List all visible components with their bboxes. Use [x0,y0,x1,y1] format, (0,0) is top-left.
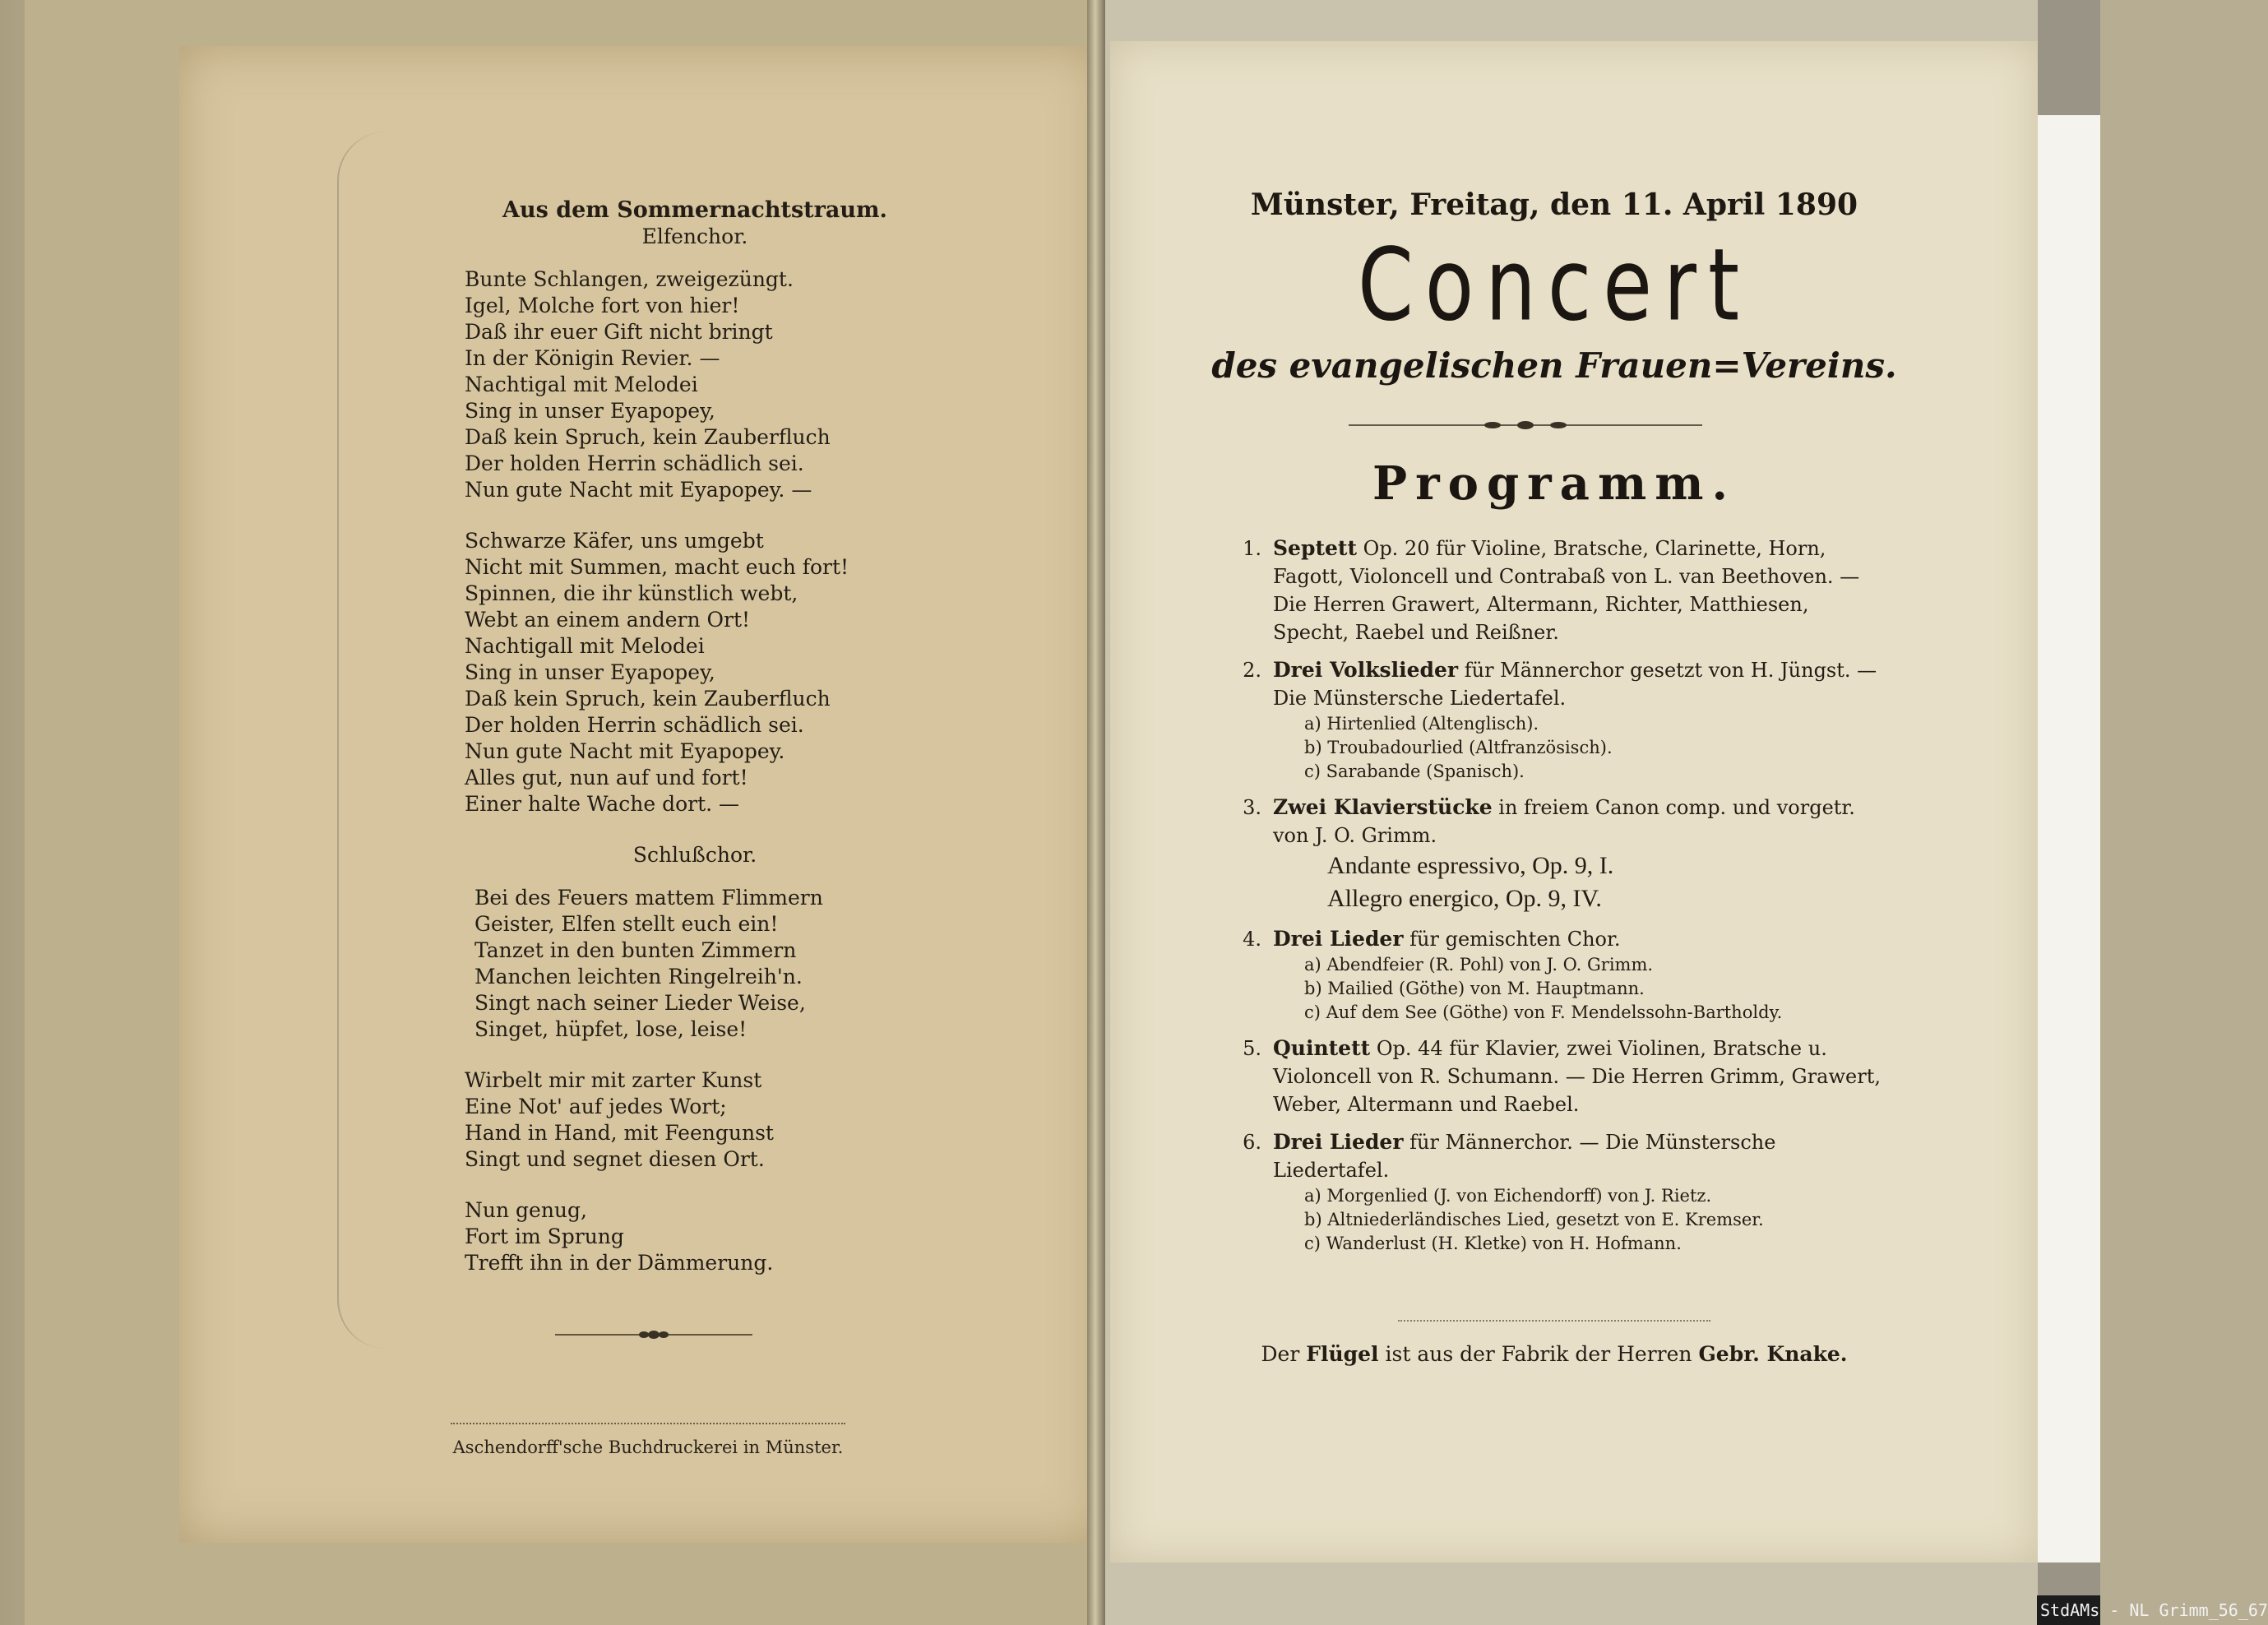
item-text: für Männerchor. — Die Münstersche Liedertafel. [1273,1131,1776,1182]
item-movement: Andante espressivo, Op. 9, I. [1327,852,1614,879]
poem-line: Daß kein Spruch, kein Zauberfluch [465,687,831,711]
poem-line: Nachtigall mit Melodei [465,634,705,658]
poem-line: Wirbelt mir mit zarter Kunst [465,1068,762,1092]
item-piece: Septett [1273,536,1357,560]
poem-line: Nun gute Nacht mit Eyapopey. — [465,478,812,502]
poem-line: Singet, hüpfet, lose, leise! [474,1017,748,1041]
program-item [1225,925,1883,1025]
poem-line: In der Königin Revier. — [465,346,720,370]
poem-line: Trefft ihn in der Dämmerung. [465,1251,774,1275]
item-text: in freiem Canon comp. und vorgetr. von J. O. Grimm. [1273,796,1855,847]
item-subpiece: b) Mailied (Göthe) von M. Hauptmann. [1304,979,1645,998]
item-text: für gemischten Chor. [1409,928,1621,951]
program-item [1225,535,1883,646]
poem-line: Sing in unser Eyapopey, [465,399,715,423]
item-text: für Männerchor gesetzt von H. Jüngst. — Die Münstersche Liedertafel. [1273,659,1877,710]
item-text: Op. 20 für Violine, Bratsche, Clarinette, Horn, Fagott, Violoncell und Contrabaß von L. van Beethoven. — Die Herren Grawert, Altermann, Richter, Matthiesen, Specht, Raebel und Reißner. [1273,537,1860,644]
ornament-rule-right [1349,419,1702,431]
poem-line: Webt an einem andern Ort! [465,608,751,632]
item-piece: Quintett [1273,1036,1371,1060]
archive-stamp: StdAMs - NL Grimm_56_67 [2037,1595,2100,1625]
item-subpiece: a) Morgenlied (J. von Eichendorff) von J. Rietz. [1304,1186,1712,1206]
poem-line: Fort im Sprung [465,1225,624,1248]
item-piece: Drei Lieder [1273,927,1404,951]
poem-subtitle: Elfenchor. [641,225,748,248]
footer-maker: Gebr. Knake. [1698,1342,1848,1366]
item-subpiece: b) Troubadourlied (Altfranzösisch). [1304,738,1613,757]
item-number: 5. [1243,1037,1261,1060]
program-item [1225,1035,1883,1118]
poem-line: Schwarze Käfer, uns umgebt [465,529,764,553]
pencil-mark [337,132,388,1349]
item-subpiece: a) Hirtenlied (Altenglisch). [1304,714,1539,734]
poem-line: Sing in unser Eyapopey, [465,660,715,684]
item-piece: Drei Lieder [1273,1130,1404,1154]
item-number: 2. [1243,659,1261,682]
poem-line: Einer halte Wache dort. — [465,792,740,816]
item-movement: Allegro energico, Op. 9, IV. [1327,885,1602,912]
poem-line: Nicht mit Summen, macht euch fort! [465,555,849,579]
poem-line: Daß kein Spruch, kein Zauberfluch [465,425,831,449]
program-heading: Programm. [1372,456,1736,511]
ornament-rule-left [555,1329,752,1340]
program-list [1225,535,1883,1266]
program-item [1225,656,1883,784]
footer-divider [1398,1320,1710,1322]
poem-line: Nun gute Nacht mit Eyapopey. [465,739,785,763]
item-number: 1. [1243,537,1261,560]
footer-mid: ist aus der Fabrik der Herren [1385,1342,1692,1366]
poem-line: Geister, Elfen stellt euch ein! [474,912,779,936]
book-spine [1087,0,1105,1625]
poem-line: Der holden Herrin schädlich sei. [465,451,804,475]
poem-line: Manchen leichten Ringelreih'n. [474,965,803,988]
piano-footer [1225,1342,1883,1366]
poem-line: Bunte Schlangen, zweigezüngt. [465,267,794,291]
item-number: 4. [1243,928,1261,951]
stanza-3 [465,885,859,1043]
poem-title: Aus dem Sommernachtstraum. [502,197,887,223]
item-number: 3. [1243,796,1261,819]
poem-line: Igel, Molche fort von hier! [465,294,740,317]
program-item [1225,1128,1883,1256]
item-number: 6. [1243,1131,1261,1154]
white-backing-sheet [2038,115,2100,1562]
footer-flugel: Flügel [1306,1342,1379,1366]
stanza-5 [465,1197,859,1276]
concert-title: Concert [1357,228,1752,344]
poem-line: Singt und segnet diesen Ort. [465,1147,765,1171]
poem-line: Nachtigal mit Melodei [465,373,698,396]
item-subpiece: c) Auf dem See (Göthe) von F. Mendelssohn-Bartholdy. [1304,1002,1783,1022]
poem-line: Bei des Feuers mattem Flimmern [474,886,823,910]
stanza-2 [465,528,859,817]
item-piece: Zwei Klavierstücke [1273,795,1493,819]
concert-dateline: Münster, Freitag, den 11. April 1890 [1250,188,1858,222]
poem-line: Alles gut, nun auf und fort! [465,766,748,789]
poem-line: Daß ihr euer Gift nicht bringt [465,320,773,344]
poem-line: Eine Not' auf jedes Wort; [465,1095,727,1118]
printer-divider [451,1423,845,1424]
program-item [1225,794,1883,915]
stanza-1 [465,266,859,503]
poem-line: Der holden Herrin schädlich sei. [465,713,804,737]
poem-line: Singt nach seiner Lieder Weise, [474,991,806,1015]
closing-chorus-heading: Schlußchor. [632,843,757,867]
item-subpiece: b) Altniederländisches Lied, gesetzt von E. Kremser. [1304,1210,1764,1229]
concert-subtitle: des evangelischen Frauen=Vereins. [1211,345,1897,386]
item-subpiece: a) Abendfeier (R. Pohl) von J. O. Grimm. [1304,955,1654,975]
item-subpiece: c) Sarabande (Spanisch). [1304,762,1525,781]
poem-line: Tanzet in den bunten Zimmern [474,938,797,962]
poem-line: Nun genug, [465,1198,587,1222]
item-text: Op. 44 für Klavier, zwei Violinen, Bratsche u. Violoncell von R. Schumann. — Die Herren Grimm, Grawert, Weber, Altermann und Raebel. [1273,1037,1881,1116]
footer-pre: Der [1261,1342,1300,1366]
stanza-4 [465,1067,859,1173]
poem-block [465,197,887,1301]
poem-line: Spinnen, die ihr künstlich webt, [465,581,798,605]
poem-line: Hand in Hand, mit Feengunst [465,1121,774,1145]
printer-imprint: Aschendorff'sche Buchdruckerei in Münster. [452,1438,844,1457]
item-subpiece: c) Wanderlust (H. Kletke) von H. Hofmann. [1304,1234,1682,1253]
item-piece: Drei Volkslieder [1273,658,1459,682]
